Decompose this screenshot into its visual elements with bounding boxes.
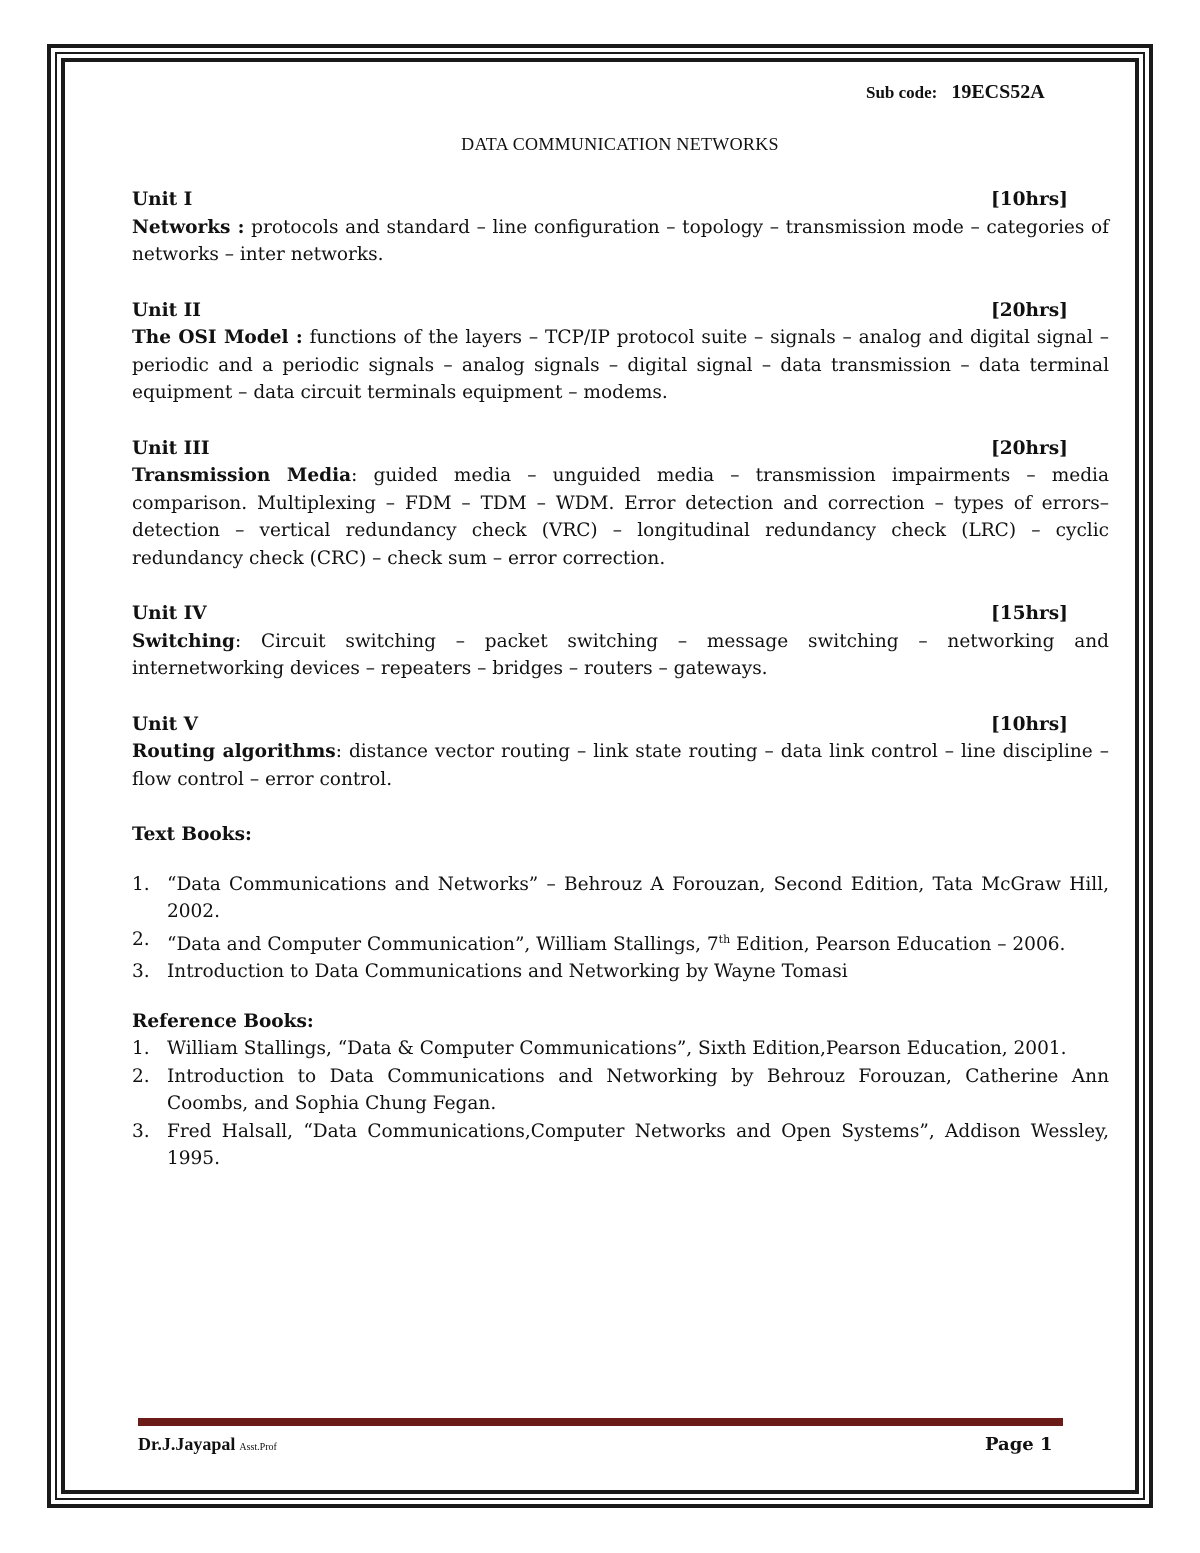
unit-text: functions of the layers – TCP/IP protocol suite – signals – analog and digital signal – periodic and a periodic signals – analog signals – digital signal – data transmission – data terminal equipment – data circuit terminals equipment – modems. [132, 327, 1109, 403]
list-number: 1. [132, 1038, 150, 1060]
unit-text: : distance vector routing – link state routing – data link control – line discipline – flow control – error control. [132, 741, 1109, 790]
list-item [132, 1063, 1109, 1118]
sub-code-value: 19ECS52A [951, 81, 1045, 103]
unit-description [132, 324, 1109, 407]
unit-description [132, 628, 1109, 683]
text-books-heading: Text Books: [132, 824, 252, 845]
unit-hours: [10hrs] [991, 189, 1068, 210]
unit-name: Unit I [132, 189, 193, 210]
author-name: Dr.J.Jayapal [138, 1434, 236, 1454]
book-entry-start: “Data and Computer Communication”, William Stallings, 7 [167, 933, 719, 955]
sub-code-label: Sub code: [866, 83, 938, 102]
list-item [132, 1118, 1109, 1173]
unit-name: Unit V [132, 713, 198, 735]
page-title: DATA COMMUNICATION NETWORKS [461, 134, 779, 154]
unit-hours: [15hrs] [991, 603, 1068, 624]
list-item [132, 926, 1109, 959]
book-entry: “Data Communications and Networks” – Behrouz A Forouzan, Second Edition, Tata McGraw Hill, 2002. [167, 873, 1109, 922]
syllabus-content [132, 186, 1109, 1173]
list-number: 2. [132, 928, 150, 950]
book-entry: William Stallings, “Data & Computer Communications”, Sixth Edition,Pearson Education, 2001. [167, 1038, 1067, 1060]
footer-author [138, 1434, 277, 1455]
unit-block [132, 435, 1109, 573]
page-number: Page 1 [985, 1434, 1053, 1455]
unit-topic: Routing algorithms [132, 741, 336, 762]
unit-block [132, 711, 1109, 794]
list-item [132, 1035, 1109, 1063]
unit-description [132, 462, 1109, 572]
unit-name: Unit IV [132, 603, 207, 624]
list-number: 3. [132, 961, 150, 983]
unit-block [132, 600, 1109, 683]
list-item [132, 958, 1109, 986]
unit-topic: Networks : [132, 216, 245, 238]
footer-divider [138, 1418, 1063, 1426]
unit-name: Unit III [132, 437, 210, 459]
unit-topic: The OSI Model : [132, 327, 303, 348]
list-number: 2. [132, 1065, 150, 1087]
reference-books-heading: Reference Books: [132, 1010, 314, 1032]
unit-text: : guided media – unguided media – transmission impairments – media comparison. Multiplexing – FDM – TDM – WDM. Error detection and correction – types of errors– detection – vertical redundancy check (VRC) – longitudinal redundancy check (LRC) – cyclic redundancy check (CRC) – check sum – error correction. [132, 465, 1109, 569]
unit-topic: Switching [132, 630, 235, 652]
unit-text: protocols and standard – line configuration – topology – transmission mode – categories of networks – inter networks. [132, 216, 1109, 265]
unit-block [132, 297, 1109, 407]
unit-hours: [20hrs] [991, 299, 1068, 321]
unit-description [132, 214, 1109, 269]
unit-block [132, 186, 1109, 269]
unit-text: : Circuit switching – packet switching – message switching – networking and internetworking devices – repeaters – bridges – routers – gateways. [132, 630, 1109, 679]
list-number: 1. [132, 873, 150, 895]
unit-description [132, 738, 1109, 793]
unit-hours: [10hrs] [991, 713, 1068, 735]
book-entry-superscript: th [718, 932, 731, 946]
unit-topic: Transmission Media [132, 465, 352, 486]
list-number: 3. [132, 1120, 150, 1142]
reference-books-list [132, 1035, 1109, 1173]
text-books-list [132, 871, 1109, 986]
book-entry: Introduction to Data Communications and Networking by Wayne Tomasi [167, 961, 848, 983]
book-entry: Introduction to Data Communications and Networking by Behrouz Forouzan, Catherine Ann Coombs, and Sophia Chung Fegan. [167, 1065, 1109, 1115]
list-item [132, 871, 1109, 926]
unit-name: Unit II [132, 299, 201, 321]
book-entry: Fred Halsall, “Data Communications,Computer Networks and Open Systems”, Addison Wessley, 1995. [167, 1120, 1109, 1170]
author-role: Asst.Prof [239, 1442, 277, 1453]
sub-code [866, 81, 1045, 104]
unit-hours: [20hrs] [991, 437, 1068, 459]
book-entry-end: Edition, Pearson Education – 2006. [730, 933, 1066, 955]
